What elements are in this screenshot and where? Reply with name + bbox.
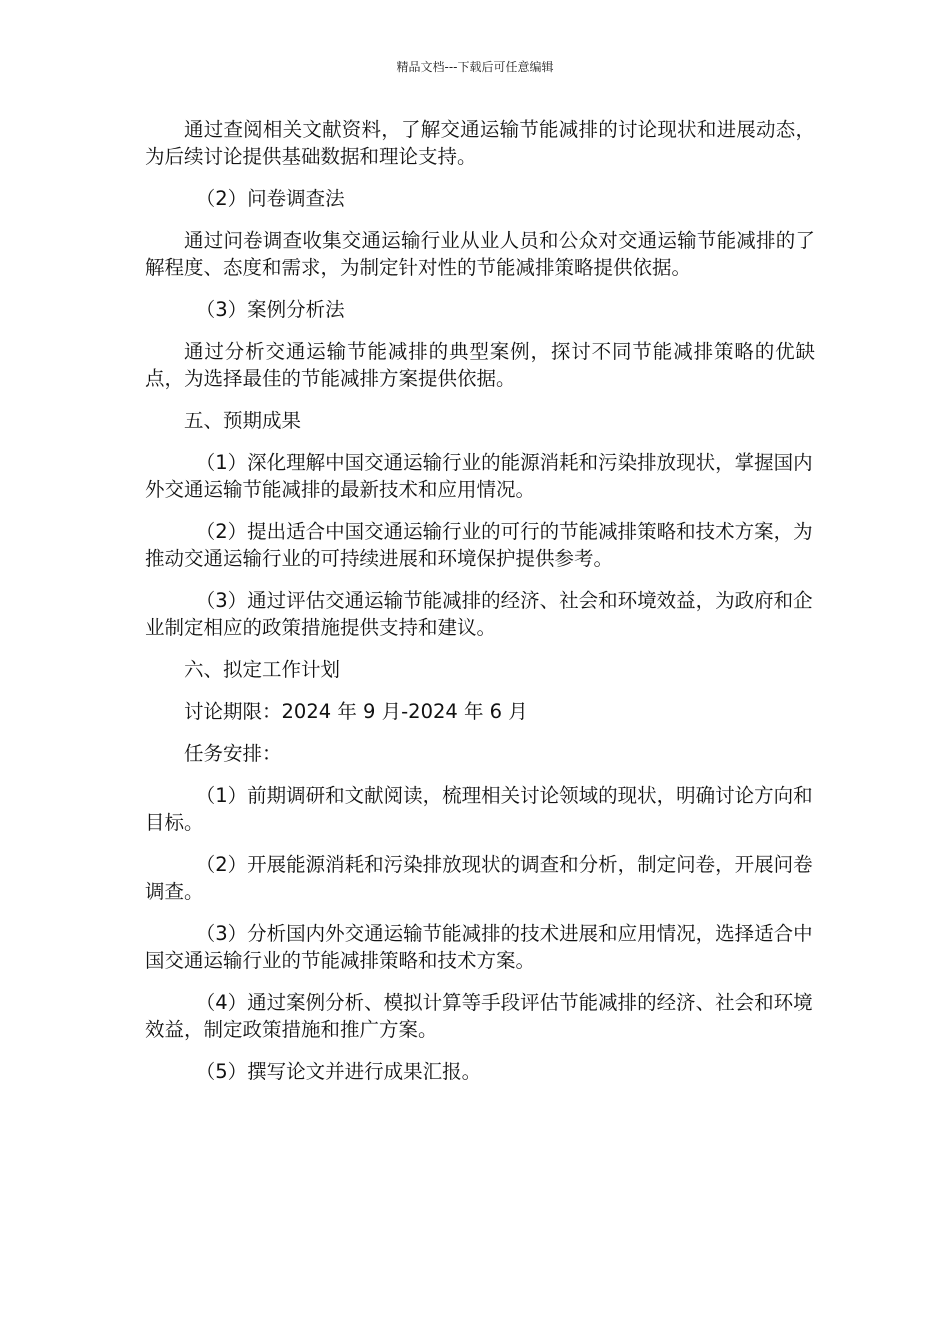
task-item-5: （5）撰写论文并进行成果汇报。 <box>195 1060 482 1083</box>
document-body <box>145 116 815 1100</box>
section-heading-expected-results: 五、预期成果 <box>184 409 302 432</box>
expected-result-item-1: （1）深化理解中国交通运输行业的能源消耗和污染排放现状，掌握国内外交通运输节能减排的最新技术和应用情况。 <box>145 451 813 501</box>
task-item-1: （1）前期调研和文献阅读，梳理相关讨论领域的现状，明确讨论方向和目标。 <box>145 784 813 834</box>
section-heading-work-plan: 六、拟定工作计划 <box>184 658 341 681</box>
expected-result-item-2: （2）提出适合中国交通运输行业的可行的节能减排策略和技术方案，为推动交通运输行业的可持续进展和环境保护提供参考。 <box>145 520 813 570</box>
research-period: 讨论期限：2024 年 9 月-2024 年 6 月 <box>184 700 528 723</box>
task-item-4: （4）通过案例分析、模拟计算等手段评估节能减排的经济、社会和环境效益，制定政策措施和推广方案。 <box>145 991 813 1041</box>
paragraph-case-analysis: 通过分析交通运输节能减排的典型案例，探讨不同节能减排策略的优缺点，为选择最佳的节能减排方案提供依据。 <box>145 340 815 390</box>
method-questionnaire-heading: （2）问卷调查法 <box>195 187 345 210</box>
paragraph-literature-review: 通过查阅相关文献资料，了解交通运输节能减排的讨论现状和进展动态，为后续讨论提供基础数据和理论支持。 <box>145 118 815 168</box>
task-item-2: （2）开展能源消耗和污染排放现状的调查和分析，制定问卷，开展问卷调查。 <box>145 853 813 903</box>
task-item-3: （3）分析国内外交通运输节能减排的技术进展和应用情况，选择适合中国交通运输行业的节能减排策略和技术方案。 <box>145 922 813 972</box>
paragraph-questionnaire: 通过问卷调查收集交通运输行业从业人员和公众对交通运输节能减排的了解程度、态度和需求，为制定针对性的节能减排策略提供依据。 <box>145 229 815 279</box>
task-arrangement-label: 任务安排： <box>184 742 282 765</box>
page-header: 精品文档---下载后可任意编辑 <box>396 60 554 74</box>
method-case-analysis-heading: （3）案例分析法 <box>195 298 345 321</box>
expected-result-item-3: （3）通过评估交通运输节能减排的经济、社会和环境效益，为政府和企业制定相应的政策措施提供支持和建议。 <box>145 589 813 639</box>
